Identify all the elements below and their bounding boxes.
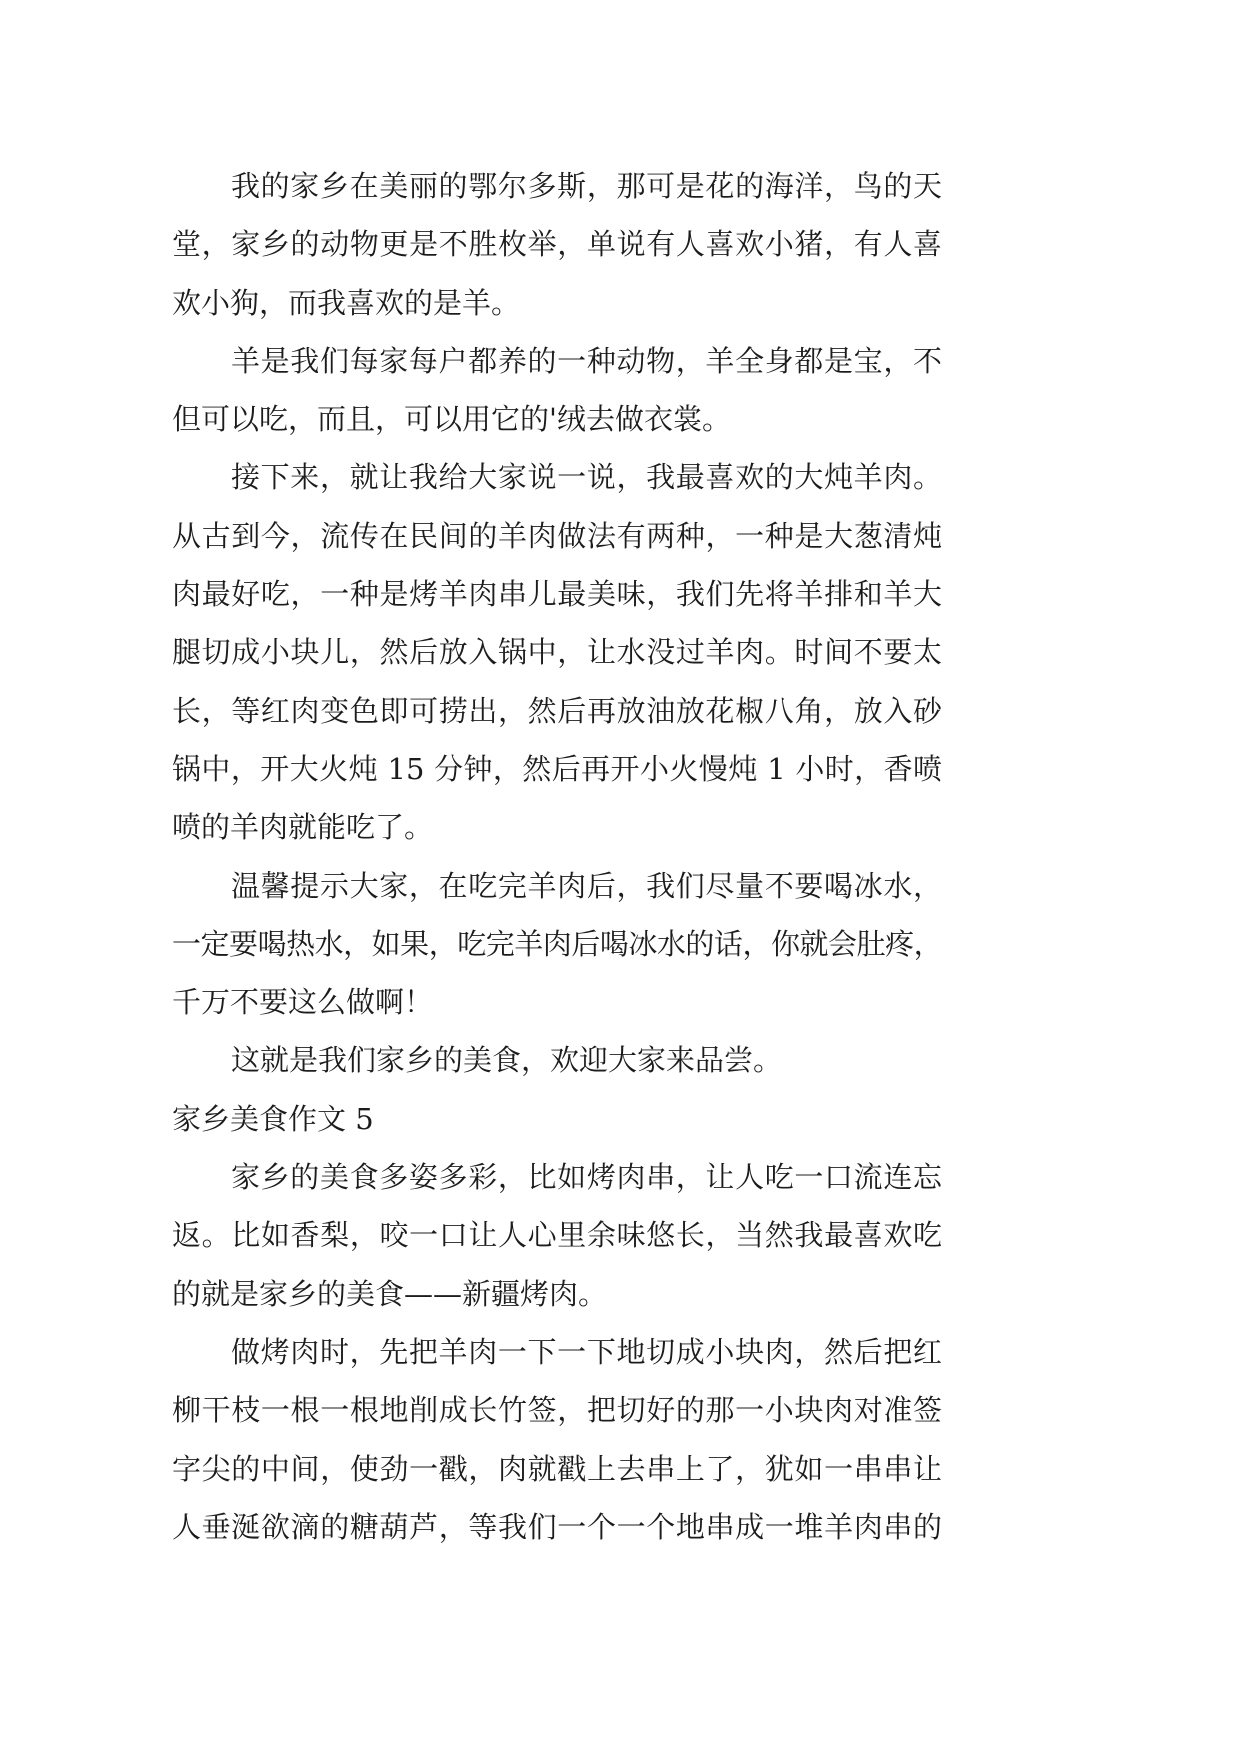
text-line: 千万不要这么做啊！ <box>172 985 434 1020</box>
text-line: 但可以吃，而且，可以用它的'绒去做衣裳。 <box>172 402 731 437</box>
text-line: 我的家乡在美丽的鄂尔多斯，那可是花的海洋，鸟的天 <box>231 169 942 203</box>
text-line: 长，等红肉变色即可捞出，然后再放油放花椒八角，放入砂 <box>172 693 942 728</box>
text-line: 一定要喝热水，如果，吃完羊肉后喝冰水的话，你就会肚疼， <box>172 926 942 961</box>
section-heading <box>172 1090 942 1148</box>
text-line: 喷的羊肉就能吃了。 <box>172 810 434 845</box>
text-line: 锅中，开大火炖 15 分钟，然后再开小火慢炖 1 小时，香喷 <box>172 751 942 786</box>
paragraph <box>172 332 942 449</box>
document-body <box>172 157 942 1556</box>
text-line: 柳干枝一根一根地削成长竹签，把切好的那一小块肉对准签 <box>172 1393 942 1428</box>
text-line: 温馨提示大家，在吃完羊肉后，我们尽量不要喝冰水， <box>231 868 942 903</box>
paragraph <box>172 1323 942 1556</box>
text-line: 做烤肉时，先把羊肉一下一下地切成小块肉，然后把红 <box>231 1334 942 1369</box>
text-line: 从古到今，流传在民间的羊肉做法有两种，一种是大葱清炖 <box>172 518 942 553</box>
text-line: 字尖的中间，使劲一戳，肉就戳上去串上了，犹如一串串让 <box>172 1451 942 1486</box>
text-line: 接下来，就让我给大家说一说，我最喜欢的大炖羊肉。 <box>231 460 942 495</box>
text-line: 羊是我们每家每户都养的一种动物，羊全身都是宝，不 <box>231 343 942 378</box>
paragraph <box>172 157 942 332</box>
text-line: 家乡的美食多姿多彩，比如烤肉串，让人吃一口流连忘 <box>231 1160 942 1195</box>
paragraph <box>172 857 942 1032</box>
text-line: 这就是我们家乡的美食，欢迎大家来品尝。 <box>231 1043 783 1078</box>
text-line: 的就是家乡的美食——新疆烤肉。 <box>172 1276 608 1311</box>
text-line: 人垂涎欲滴的糖葫芦，等我们一个一个地串成一堆羊肉串的 <box>172 1509 942 1544</box>
paragraph <box>172 1031 942 1089</box>
text-line: 肉最好吃，一种是烤羊肉串儿最美味，我们先将羊排和羊大 <box>172 577 942 612</box>
paragraph <box>172 1148 942 1323</box>
text-line: 欢小狗，而我喜欢的是羊。 <box>172 285 521 320</box>
text-line: 堂，家乡的动物更是不胜枚举，单说有人喜欢小猪，有人喜 <box>172 227 942 262</box>
text-line: 腿切成小块儿，然后放入锅中，让水没过羊肉。时间不要太 <box>172 635 942 670</box>
text-line: 返。比如香梨，咬一口让人心里余味悠长，当然我最喜欢吃 <box>172 1218 942 1253</box>
heading-text: 家乡美食作文 5 <box>172 1101 374 1136</box>
paragraph <box>172 448 942 856</box>
